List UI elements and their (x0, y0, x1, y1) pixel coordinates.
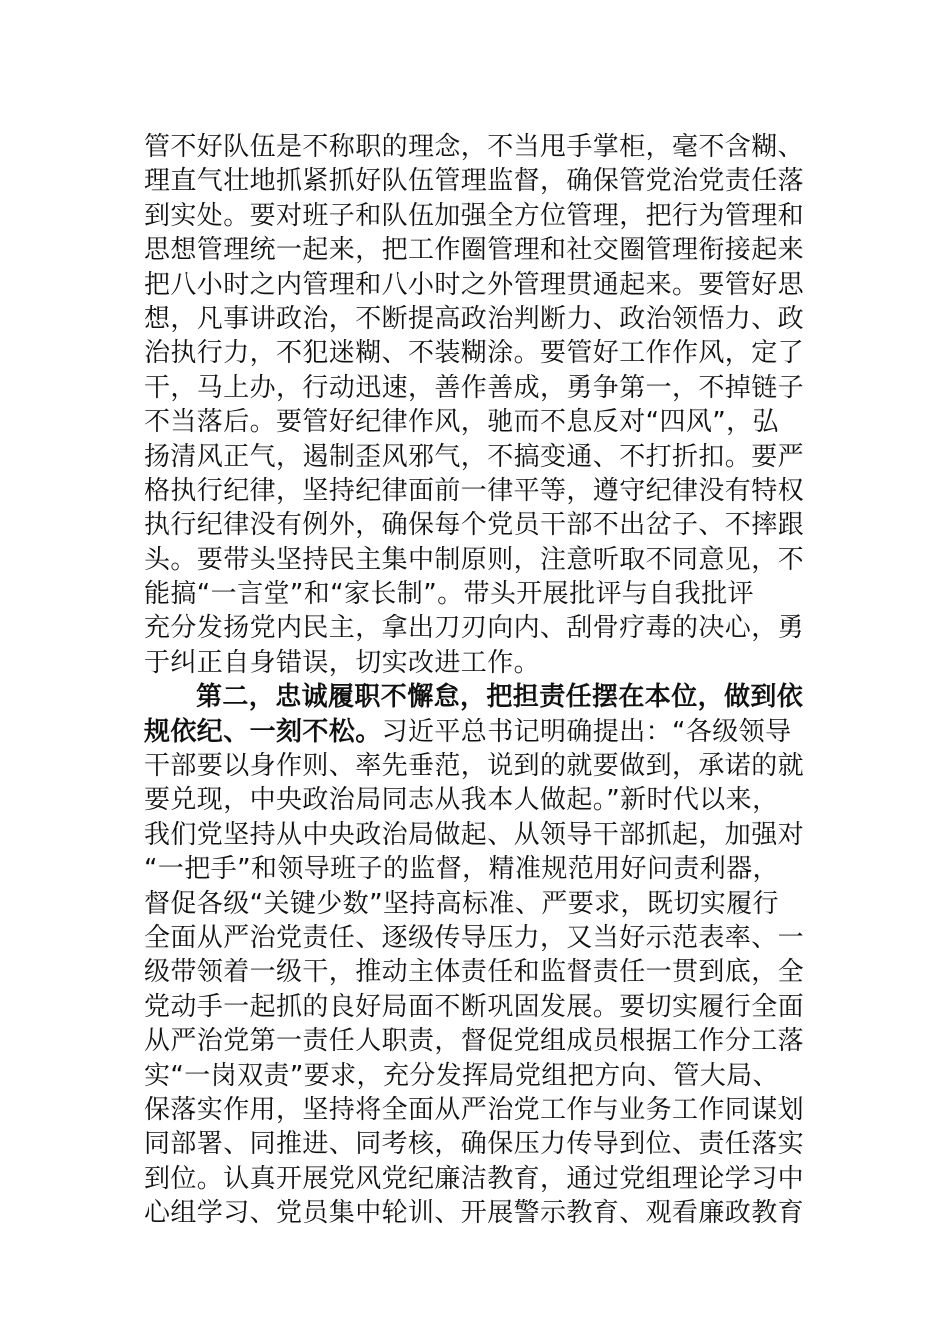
text-line: 执行纪律没有例外，确保每个党员干部不出岔子、不摔跟 (144, 510, 805, 541)
text-line: 到位。认真开展党风党纪廉洁教育，通过党组理论学习中 (144, 1163, 805, 1194)
text-line: 管不好队伍是不称职的理念，不当甩手掌柜，毫不含糊、 (144, 132, 805, 162)
text-line: 能搞“一言堂”和“家长制”。带头开展批评与自我批评 (144, 579, 754, 610)
section-heading-end: 规依纪、一刻不松。 (144, 716, 382, 747)
text-line: 理直气壮地抓紧抓好队伍管理监督，确保管党治党责任落 (144, 166, 805, 197)
text-line: 督促各级“关键少数”坚持高标准、严要求，既切实履行 (144, 888, 779, 919)
text-line: 想，凡事讲政治，不断提高政治判断力、政治领悟力、政 (144, 303, 805, 334)
text-line: 格执行纪律，坚持纪律面前一律平等，遵守纪律没有特权 (144, 475, 805, 506)
text-line: 保落实作用，坚持将全面从严治党工作与业务工作同谋划 (144, 1094, 805, 1125)
text-line: 心组学习、党员集中轮训、开展警示教育、观看廉政教育 (144, 1198, 805, 1229)
text-line: “一把手”和领导班子的监督，精准规范用好问责利器， (144, 854, 779, 885)
text-line: 到实处。要对班子和队伍加强全方位管理，把行为管理和 (144, 200, 805, 231)
text-line: 扬清风正气，遏制歪风邪气，不搞变通、不打折扣。要严 (144, 441, 805, 472)
text-line: 干，马上办，行动迅速，善作善成，勇争第一，不掉链子 (144, 372, 805, 403)
section-heading-line: 第二，忠诚履职不懈怠，把担责任摆在本位，做到依 (196, 682, 804, 713)
text-line: 治执行力，不犯迷糊、不装糊涂。要管好工作作风，定了 (144, 338, 805, 369)
text-line: 同部署、同推进、同考核，确保压力传导到位、责任落实 (144, 1129, 805, 1160)
text-line: 要兑现，中央政治局同志从我本人做起。”新时代以来， (144, 785, 779, 816)
text-line: 级带领着一级干，推动主体责任和监督责任一贯到底，全 (144, 957, 805, 988)
text-line: 思想管理统一起来，把工作圈管理和社交圈管理衔接起来 (144, 235, 805, 266)
text-line: 干部要以身作则、率先垂范，说到的就要做到，承诺的就 (144, 751, 805, 782)
section-heading-continuation (144, 715, 814, 749)
text-line: 把八小时之内管理和八小时之外管理贯通起来。要管好思 (144, 269, 805, 300)
text-line: 从严治党第一责任人职责，督促党组成员根据工作分工落 (144, 1026, 805, 1057)
text-line: 于纠正自身错误，切实改进工作。 (144, 647, 541, 678)
text-line: 不当落后。要管好纪律作风，驰而不息反对“四风”，弘 (144, 407, 779, 438)
text-line: 头。要带头坚持民主集中制原则，注意听取不同意见，不 (144, 544, 805, 575)
quote-intro-text: 习近平总书记明确提出：“各级领导 (381, 716, 792, 747)
text-line: 实“一岗双责”要求，充分发挥局党组把方向、管大局、 (144, 1060, 779, 1091)
body-text (144, 130, 814, 1231)
text-line: 我们党坚持从中央政治局做起、从领导干部抓起，加强对 (144, 819, 805, 850)
text-line: 全面从严治党责任、逐级传导压力，又当好示范表率、一 (144, 922, 805, 953)
text-line: 充分发扬党内民主，拿出刀刃向内、刮骨疗毒的决心，勇 (144, 613, 805, 644)
text-line: 党动手一起抓的良好局面不断巩固发展。要切实履行全面 (144, 991, 805, 1022)
